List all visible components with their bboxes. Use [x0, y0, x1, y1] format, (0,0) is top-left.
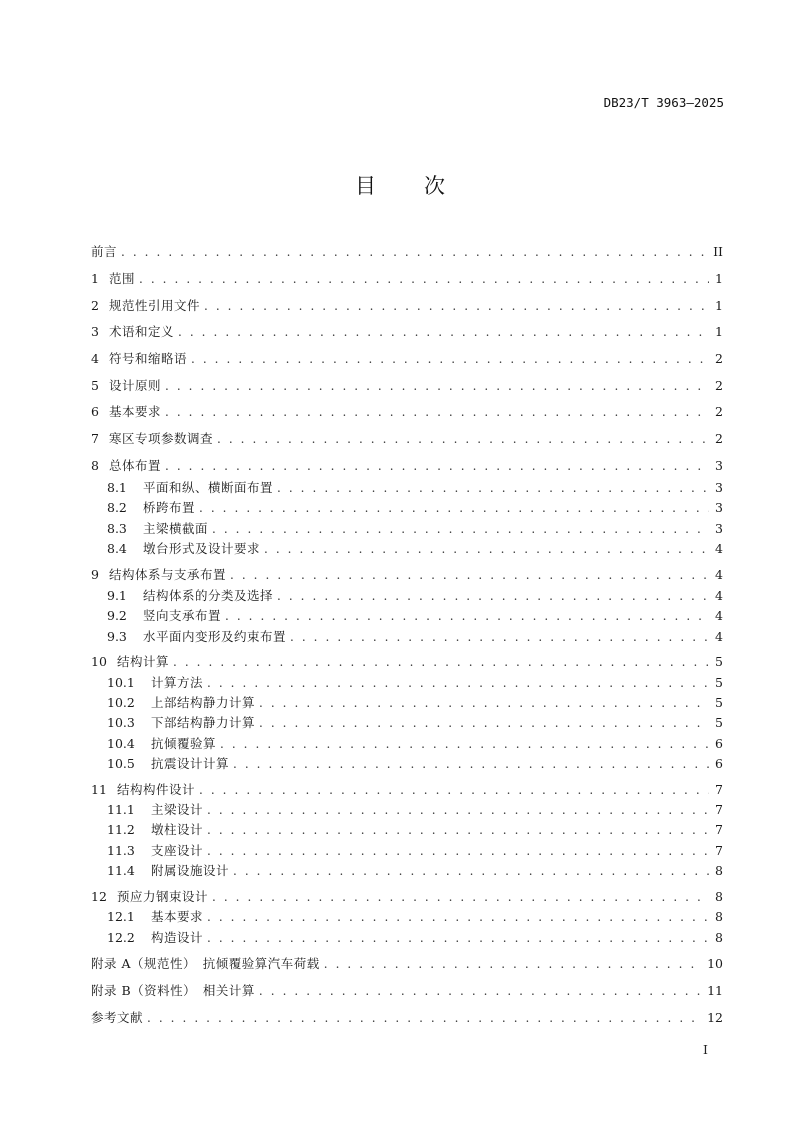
toc-entry-label: 墩台形式及设计要求 — [143, 541, 261, 556]
toc-entry-label: 规范性引用文件 — [109, 298, 201, 313]
dot-leader — [277, 479, 709, 497]
toc-entry-page: 12 — [707, 1010, 723, 1025]
toc-entry-label: 结构计算 — [117, 654, 170, 669]
toc-entry[interactable] — [107, 714, 723, 732]
toc-entry-number: 7 — [91, 431, 99, 446]
dot-leader — [139, 270, 709, 288]
toc-entry-label: 主梁设计 — [151, 802, 204, 817]
toc-entry[interactable] — [91, 270, 723, 288]
toc-entry-label: 基本要求 — [151, 909, 204, 924]
toc-entry-page: 2 — [715, 431, 723, 446]
toc-entry-label: 支座设计 — [151, 843, 204, 858]
toc-entry[interactable] — [91, 1009, 723, 1027]
toc-entry-label: 符号和缩略语 — [109, 351, 188, 366]
toc-entry-page: 3 — [715, 458, 723, 473]
toc-entry-page: 4 — [715, 629, 723, 644]
toc-entry[interactable] — [91, 377, 723, 395]
toc-entry-page: 3 — [715, 521, 723, 536]
toc-entry-page: 2 — [715, 404, 723, 419]
toc-entry[interactable] — [107, 607, 723, 625]
dot-leader — [225, 607, 709, 625]
toc-entry-number: 8.3 — [107, 521, 127, 536]
toc-entry-label: 附录 B（资料性） 相关计算 — [91, 983, 255, 998]
dot-leader — [147, 1009, 703, 1027]
toc-entry-label: 设计原则 — [109, 378, 162, 393]
toc-entry-label: 结构体系与支承布置 — [109, 567, 227, 582]
toc-entry-page: 4 — [715, 541, 723, 556]
toc-entry-page: 3 — [715, 480, 723, 495]
dot-leader — [259, 694, 709, 712]
dot-leader — [217, 430, 709, 448]
toc-entry-number: 8.1 — [107, 480, 127, 495]
toc-entry-page: 6 — [715, 736, 723, 751]
toc-entry[interactable] — [107, 755, 723, 773]
toc-entry-number: 9.3 — [107, 629, 127, 644]
dot-leader — [212, 520, 709, 538]
toc-entry[interactable] — [107, 587, 723, 605]
dot-leader — [207, 842, 709, 860]
toc-entry-label: 预应力钢束设计 — [117, 889, 209, 904]
toc-entry-number: 3 — [91, 324, 99, 339]
dot-leader — [191, 350, 709, 368]
toc-entry-number: 12.2 — [107, 930, 135, 945]
toc-entry[interactable] — [107, 842, 723, 860]
toc-entry[interactable] — [107, 479, 723, 497]
dot-leader — [204, 297, 709, 315]
toc-entry[interactable] — [107, 821, 723, 839]
toc-entry-page: 7 — [715, 802, 723, 817]
toc-entry-number: 11.4 — [107, 863, 135, 878]
dot-leader — [259, 982, 703, 1000]
toc-entry-label: 下部结构静力计算 — [151, 715, 256, 730]
toc-entry-page: 7 — [715, 843, 723, 858]
toc-entry-number: 5 — [91, 378, 99, 393]
toc-entry-number: 12 — [91, 889, 107, 904]
dot-leader — [207, 674, 709, 692]
toc-entry-label: 计算方法 — [151, 675, 204, 690]
toc-entry-number: 10.2 — [107, 695, 135, 710]
toc-entry-label: 附属设施设计 — [151, 863, 230, 878]
toc-entry-page: 2 — [715, 378, 723, 393]
document-code: DB23/T 3963—2025 — [603, 95, 724, 110]
toc-entry-label: 基本要求 — [109, 404, 162, 419]
toc-entry[interactable] — [91, 888, 723, 906]
toc-entry[interactable] — [107, 862, 723, 880]
toc-entry[interactable] — [91, 653, 723, 671]
toc-entry-number: 11 — [91, 782, 107, 797]
toc-entry-page: 8 — [715, 909, 723, 924]
dot-leader — [277, 587, 709, 605]
toc-entry-label: 构造设计 — [151, 930, 204, 945]
toc-entry[interactable] — [91, 297, 723, 315]
dot-leader — [178, 323, 709, 341]
toc-entry-number: 2 — [91, 298, 99, 313]
toc-entry-number: 10.1 — [107, 675, 135, 690]
toc-entry[interactable] — [91, 457, 723, 475]
toc-entry[interactable] — [91, 430, 723, 448]
toc-entry[interactable] — [91, 403, 723, 421]
toc-entry-page: 3 — [715, 500, 723, 515]
toc-entry-label: 术语和定义 — [109, 324, 175, 339]
toc-entry-page: 5 — [715, 695, 723, 710]
toc-entry-number: 11.2 — [107, 822, 135, 837]
dot-leader — [165, 377, 709, 395]
toc-entry[interactable] — [91, 243, 723, 261]
toc-entry-label: 结构体系的分类及选择 — [143, 588, 274, 603]
toc-entry[interactable] — [107, 694, 723, 712]
toc-entry-label: 墩柱设计 — [151, 822, 204, 837]
toc-entry-page: 11 — [707, 983, 723, 998]
toc-entry[interactable] — [107, 540, 723, 558]
toc-entry-page: 5 — [715, 715, 723, 730]
dot-leader — [121, 243, 709, 261]
toc-entry-label: 前言 — [91, 244, 118, 259]
toc-entry[interactable] — [91, 566, 723, 584]
toc-entry-page: 5 — [715, 675, 723, 690]
dot-leader — [233, 755, 709, 773]
toc-entry-number: 8.4 — [107, 541, 127, 556]
dot-leader — [199, 781, 709, 799]
toc-entry-label: 水平面内变形及约束布置 — [143, 629, 287, 644]
toc-entry-number: 10.4 — [107, 736, 135, 751]
toc-entry[interactable] — [107, 801, 723, 819]
toc-entry-page: 7 — [715, 822, 723, 837]
toc-entry-label: 附录 A（规范性） 抗倾覆验算汽车荷载 — [91, 956, 320, 971]
dot-leader — [207, 801, 709, 819]
toc-entry-number: 8.2 — [107, 500, 127, 515]
toc-entry[interactable] — [107, 520, 723, 538]
dot-leader — [233, 862, 709, 880]
dot-leader — [165, 457, 709, 475]
toc-entry-label: 范围 — [109, 271, 136, 286]
dot-leader — [199, 499, 709, 517]
toc-entry-label: 寒区专项参数调查 — [109, 431, 214, 446]
toc-entry-label: 上部结构静力计算 — [151, 695, 256, 710]
title-char-2: 次 — [424, 174, 445, 198]
toc-entry-page: 5 — [715, 654, 723, 669]
toc-entry-page: 2 — [715, 351, 723, 366]
toc-entry-number: 9 — [91, 567, 99, 582]
toc-entry-page: 8 — [715, 889, 723, 904]
toc-entry-label: 结构构件设计 — [117, 782, 196, 797]
toc-entry-number: 10 — [91, 654, 107, 669]
toc-entry-page: II — [713, 244, 723, 259]
dot-leader — [207, 929, 709, 947]
toc-entry-label: 抗震设计计算 — [151, 756, 230, 771]
toc-entry-page: 4 — [715, 567, 723, 582]
toc-entry-label: 桥跨布置 — [143, 500, 196, 515]
toc-entry-number: 1 — [91, 271, 99, 286]
dot-leader — [220, 735, 709, 753]
dot-leader — [324, 955, 703, 973]
toc-entry-number: 8 — [91, 458, 99, 473]
toc-entry-number: 11.3 — [107, 843, 135, 858]
toc-entry-label: 竖向支承布置 — [143, 608, 222, 623]
dot-leader — [230, 566, 709, 584]
toc-entry[interactable] — [91, 781, 723, 799]
toc-entry-number: 9.1 — [107, 588, 127, 603]
toc-entry-number: 10.3 — [107, 715, 135, 730]
toc-entry-label: 抗倾覆验算 — [151, 736, 217, 751]
dot-leader — [264, 540, 709, 558]
toc-entry[interactable] — [107, 499, 723, 517]
toc-entry-number: 11.1 — [107, 802, 135, 817]
toc-entry-label: 参考文献 — [91, 1010, 144, 1025]
toc-entry[interactable] — [107, 908, 723, 926]
toc-entry-page: 7 — [715, 782, 723, 797]
dot-leader — [290, 628, 709, 646]
toc-entry-label: 主梁横截面 — [143, 521, 209, 536]
toc-entry-page: 4 — [715, 588, 723, 603]
toc-entry-page: 4 — [715, 608, 723, 623]
dot-leader — [207, 821, 709, 839]
dot-leader — [207, 908, 709, 926]
toc-entry[interactable] — [107, 674, 723, 692]
toc-entry-page: 1 — [715, 298, 723, 313]
toc-entry-label: 总体布置 — [109, 458, 162, 473]
toc-entry-number: 4 — [91, 351, 99, 366]
toc-entry[interactable] — [91, 982, 723, 1000]
toc-entry-number: 10.5 — [107, 756, 135, 771]
toc-entry-page: 8 — [715, 863, 723, 878]
toc-entry-label: 平面和纵、横断面布置 — [143, 480, 274, 495]
dot-leader — [212, 888, 709, 906]
toc-entry[interactable] — [91, 955, 723, 973]
footer-page-number: I — [703, 1042, 708, 1057]
toc-entry[interactable] — [91, 323, 723, 341]
dot-leader — [165, 403, 709, 421]
toc-entry-page: 10 — [707, 956, 723, 971]
toc-entry[interactable] — [107, 929, 723, 947]
title-char-1: 目 — [355, 174, 376, 198]
toc-entry[interactable] — [91, 350, 723, 368]
dot-leader — [173, 653, 709, 671]
toc-entry[interactable] — [107, 735, 723, 753]
toc-entry-page: 8 — [715, 930, 723, 945]
toc-entry-page: 1 — [715, 271, 723, 286]
toc-entry-number: 12.1 — [107, 909, 135, 924]
toc-entry-number: 6 — [91, 404, 99, 419]
page-title — [0, 170, 800, 200]
dot-leader — [259, 714, 709, 732]
toc-entry-page: 1 — [715, 324, 723, 339]
toc-entry[interactable] — [107, 628, 723, 646]
toc-entry-page: 6 — [715, 756, 723, 771]
toc-entry-number: 9.2 — [107, 608, 127, 623]
